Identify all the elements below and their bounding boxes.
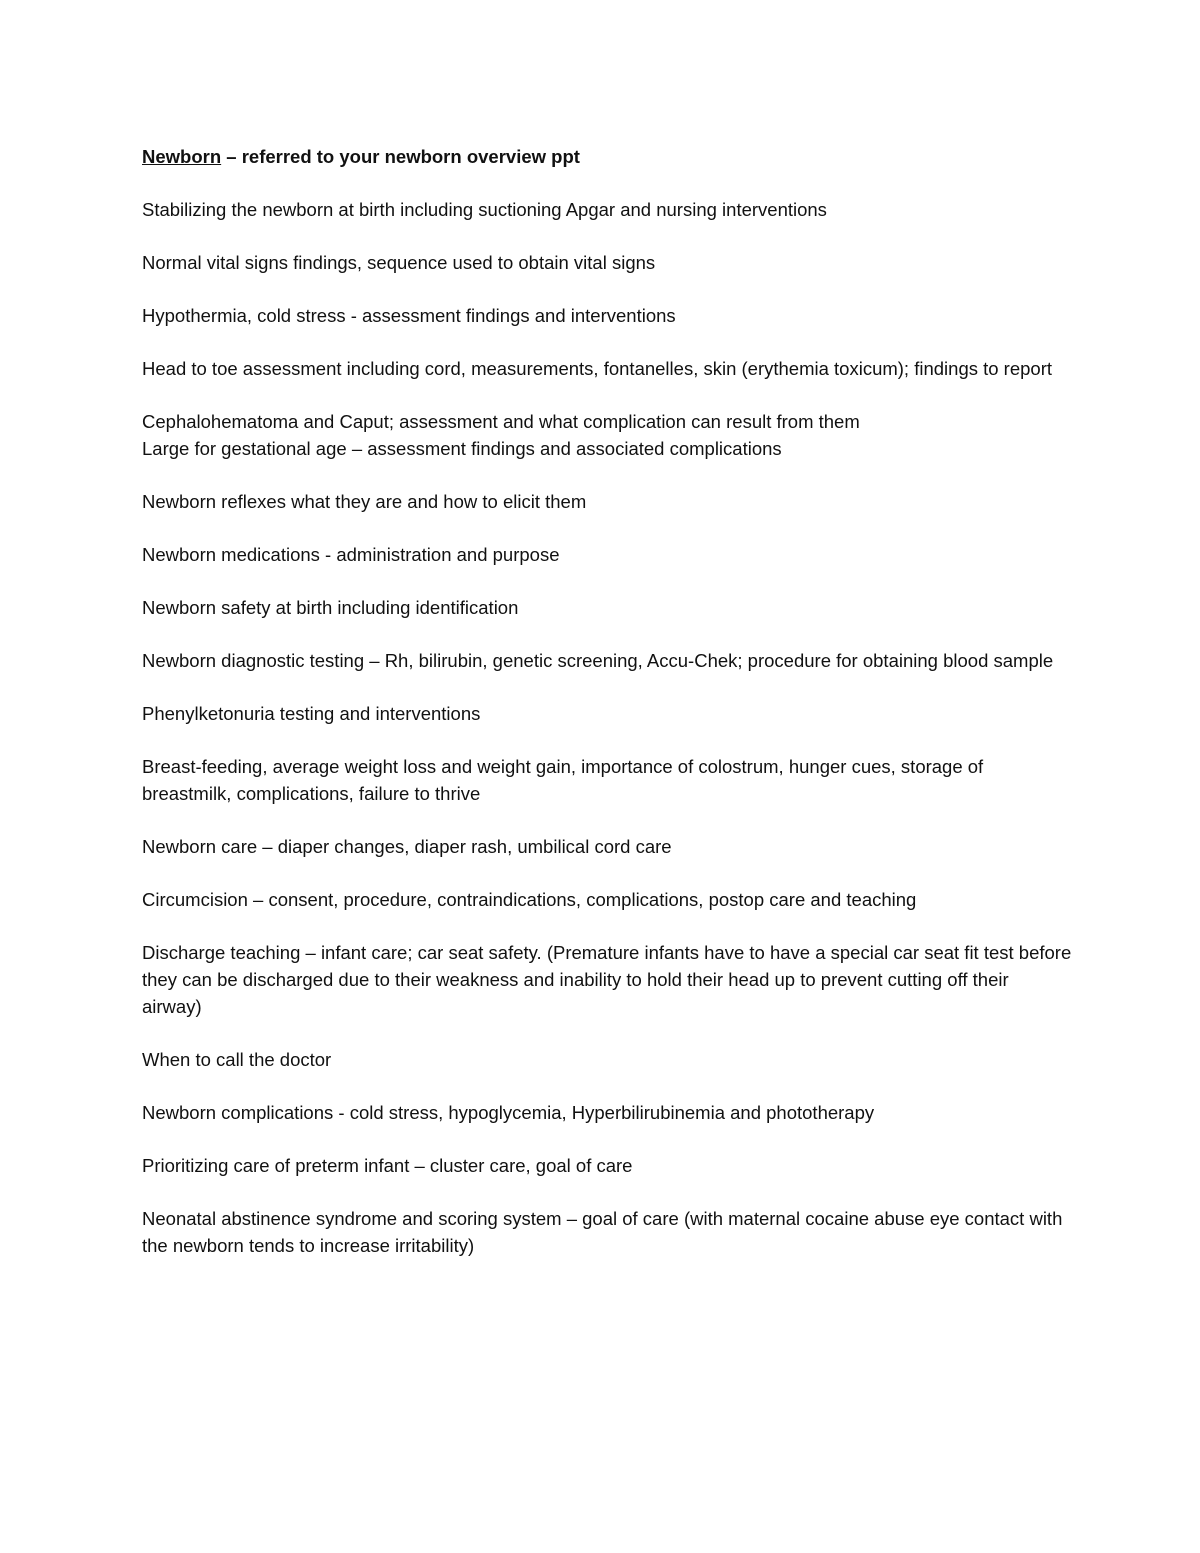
title-underlined: Newborn <box>142 146 222 167</box>
topic-item: Discharge teaching – infant care; car seat safety. (Premature infants have to have a special car seat fit test before they can be discharged due to their weakness and inability to hold their head up to prevent cutting off their airway) <box>142 942 1072 1017</box>
topic-item: Hypothermia, cold stress - assessment findings and interventions <box>142 305 676 326</box>
title-rest: – referred to your newborn overview ppt <box>221 146 580 167</box>
topic-item: Large for gestational age – assessment findings and associated complications <box>142 438 782 459</box>
topic-item: Breast-feeding, average weight loss and weight gain, importance of colostrum, hunger cues, storage of breastmilk, complications, failure to thrive <box>142 756 984 804</box>
topic-item: Stabilizing the newborn at birth including suctioning Apgar and nursing interventions <box>142 199 827 220</box>
topic-item: When to call the doctor <box>142 1049 332 1070</box>
topic-item: Newborn complications - cold stress, hypoglycemia, Hyperbilirubinemia and phototherapy <box>142 1102 875 1123</box>
topic-item: Normal vital signs findings, sequence used to obtain vital signs <box>142 252 656 273</box>
topic-item: Newborn diagnostic testing – Rh, bilirubin, genetic screening, Accu-Chek; procedure for obtaining blood sample <box>142 650 1054 671</box>
topic-item: Newborn reflexes what they are and how to elicit them <box>142 491 587 512</box>
topic-item: Phenylketonuria testing and interventions <box>142 703 481 724</box>
topic-item: Prioritizing care of preterm infant – cluster care, goal of care <box>142 1155 633 1176</box>
topic-item: Circumcision – consent, procedure, contraindications, complications, postop care and teaching <box>142 889 917 910</box>
document-title <box>142 143 1072 170</box>
document-page <box>142 143 1072 1285</box>
topic-item: Newborn care – diaper changes, diaper rash, umbilical cord care <box>142 836 672 857</box>
topic-item: Newborn safety at birth including identification <box>142 597 519 618</box>
topic-item: Cephalohematoma and Caput; assessment and what complication can result from them <box>142 411 860 432</box>
topic-item: Head to toe assessment including cord, measurements, fontanelles, skin (erythemia toxicum); findings to report <box>142 358 1053 379</box>
topic-item: Neonatal abstinence syndrome and scoring system – goal of care (with maternal cocaine abuse eye contact with the newborn tends to increase irritability) <box>142 1208 1063 1256</box>
topic-item: Newborn medications - administration and purpose <box>142 544 560 565</box>
